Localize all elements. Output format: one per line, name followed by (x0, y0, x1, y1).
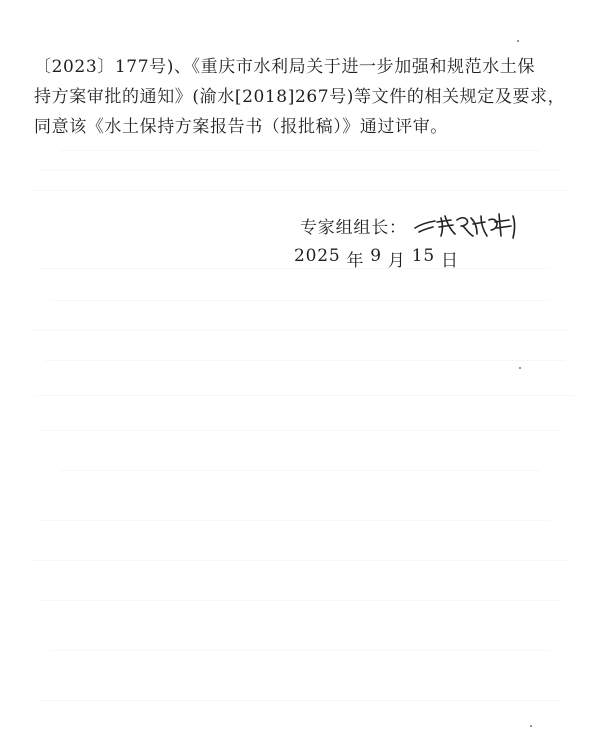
paragraph-line-1: 〔2023〕177号)、《重庆市水利局关于进一步加强和规范水土保 (34, 57, 536, 77)
date-month: 9 (370, 246, 382, 266)
date-month-unit: 月 (387, 251, 406, 271)
paper-speck (519, 367, 521, 369)
paper-speck (517, 40, 519, 42)
signature-label: 专家组组长： (300, 217, 407, 238)
paragraph-line-3: 同意该《水土保持方案报告书（报批稿）》通过评审。 (34, 117, 448, 137)
date-day-unit: 日 (440, 251, 459, 271)
handwritten-signature-icon (411, 208, 531, 242)
paragraph-line-2: 持方案审批的通知》(渝水[2018]267号)等文件的相关规定及要求， (34, 87, 566, 107)
paper-speck (530, 725, 532, 727)
signature-date (294, 246, 459, 271)
signature-row (300, 208, 531, 242)
approval-paragraph (34, 52, 574, 142)
date-year-unit: 年 (346, 251, 365, 271)
date-day: 15 (411, 246, 435, 266)
date-year: 2025 (294, 246, 341, 266)
